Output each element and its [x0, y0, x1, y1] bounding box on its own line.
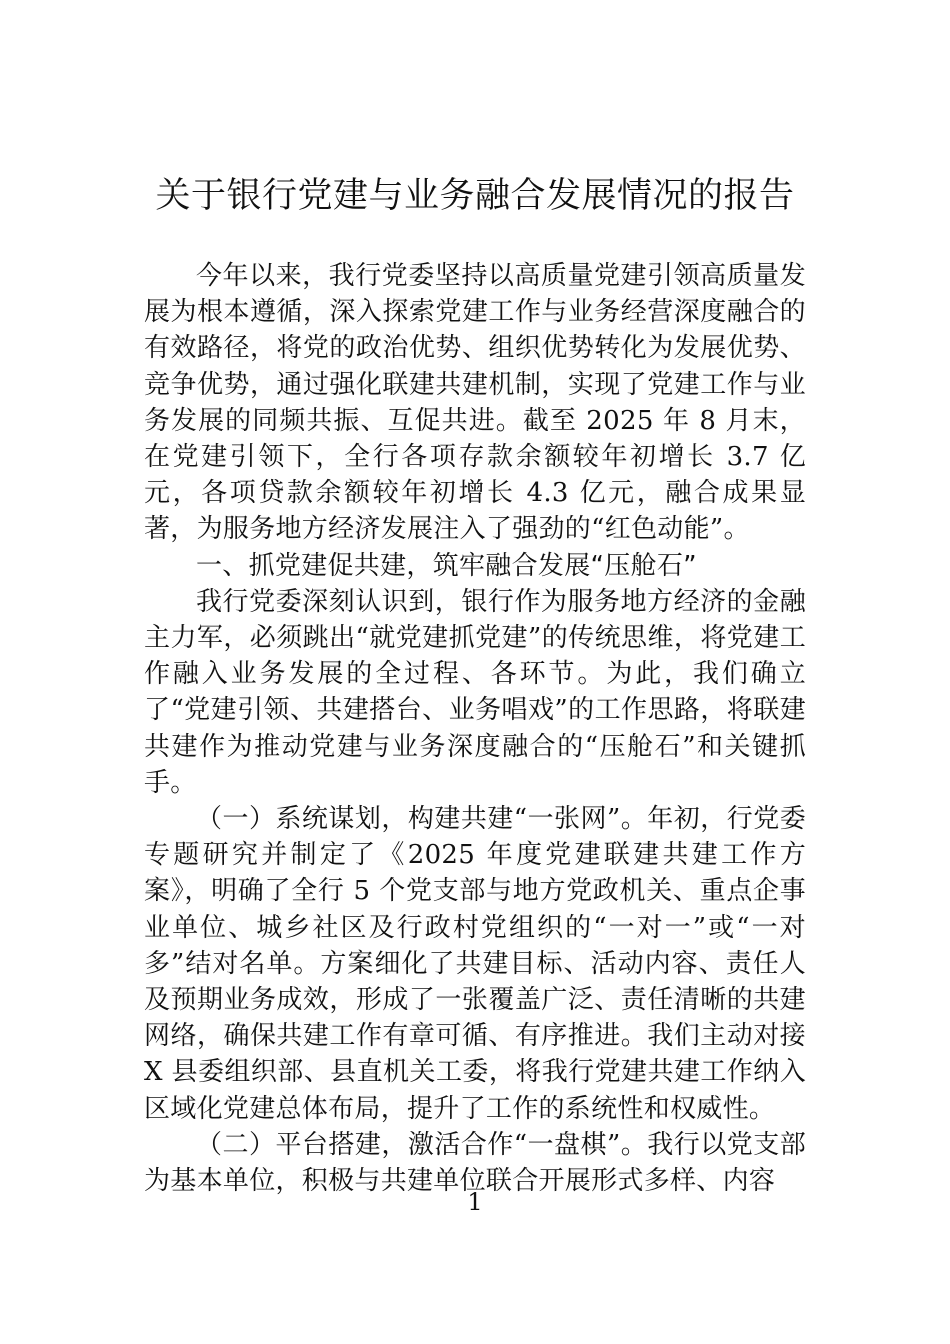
intro-paragraph: 今年以来，我行党委坚持以高质量党建引领高质量发展为根本遵循，深入探索党建工作与业务经营深度融合的有效路径，将党的政治优势、组织优势转化为发展优势、竞争优势，通过强化联建共建机制，实现了党建工作与业务发展的同频共振、互促共进。截至 2025 年 8 月末，在党建引领下，全行各项存款余额较年初增长 3.7 亿元，各项贷款余额较年初增长 4.3 亿元，融合成果显著，为服务地方经济发展注入了强劲的“红色动能”。 — [144, 261, 806, 545]
section-heading-1: 一、抓党建促共建，筑牢融合发展“压舱石” — [196, 550, 697, 581]
document-title: 关于银行党建与业务融合发展情况的报告 — [155, 176, 795, 216]
subsection-1-paragraph: （一）系统谋划，构建共建“一张网”。年初，行党委专题研究并制定了《2025 年度党建联建共建工作方案》，明确了全行 5 个党支部与地方党政机关、重点企事业单位、城乡社区及行政村党组织的“一对一”或“一对多”结对名单。方案细化了共建目标、活动内容、责任人及预期业务成效，形成了一张覆盖广泛、责任清晰的共建网络，确保共建工作有章可循、有序推进。我们主动对接 X 县委组织部、县直机关工委，将我行党建共建工作纳入区域化党建总体布局，提升了工作的系统性和权威性。 — [144, 804, 806, 1124]
subsection-2-paragraph: （二）平台搭建，激活合作“一盘棋”。我行以党支部为基本单位，积极与共建单位联合开展形式多样、内容 — [144, 1129, 806, 1197]
page-number: 1 — [467, 1188, 483, 1216]
document-body — [144, 258, 806, 1199]
section-1-paragraph: 我行党委深刻认识到，银行作为服务地方经济的金融主力军，必须跳出“就党建抓党建”的传统思维，将党建工作融入业务发展的全过程、各环节。为此，我们确立了“党建引领、共建搭台、业务唱戏”的工作思路，将联建共建作为推动党建与业务深度融合的“压舱石”和关键抓手。 — [144, 586, 806, 798]
